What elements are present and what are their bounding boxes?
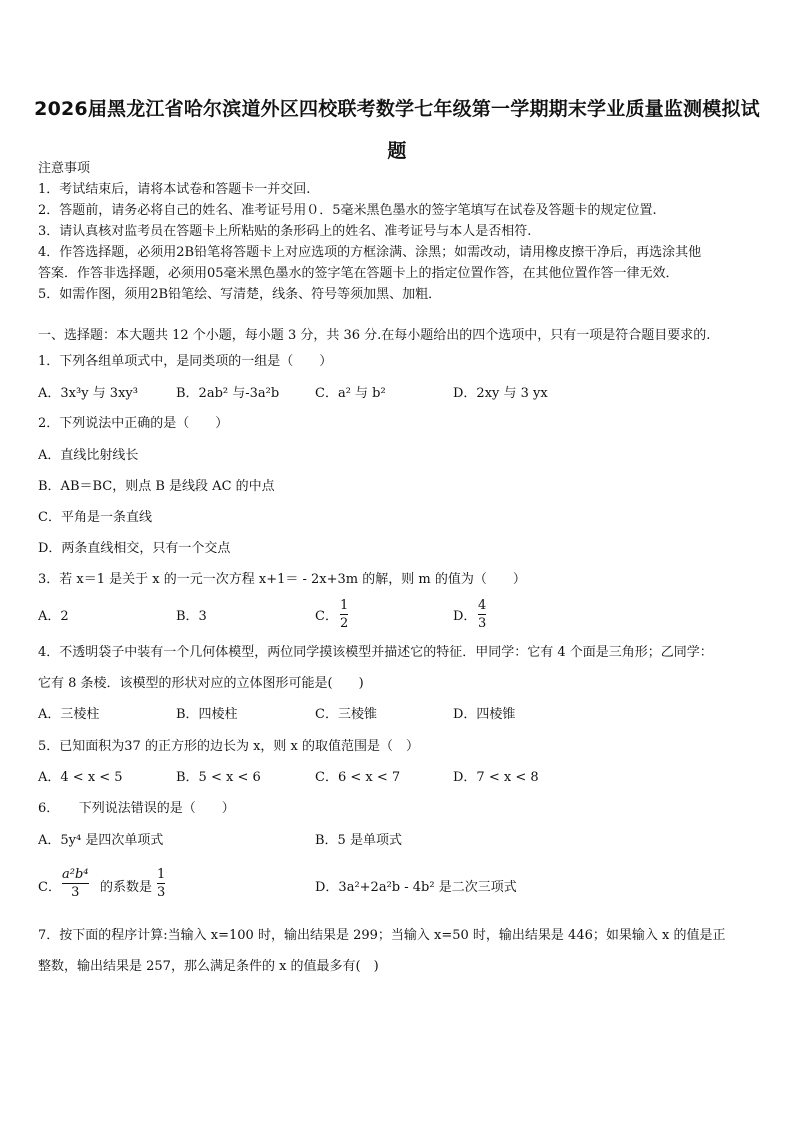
title-line-2: 题 — [387, 140, 407, 162]
question-3-option-b: B．3 — [176, 609, 207, 624]
fraction-numerator: a²b⁴ — [62, 867, 89, 882]
fraction-numerator: 4 — [478, 598, 487, 613]
question-6-option-c-text: 的系数是 — [100, 880, 153, 895]
notice-item: 答案．作答非选择题，必须用05毫米黑色墨水的签字笔在答题卡上的指定位置作答，在其他位置作答一律无效． — [38, 266, 679, 281]
notice-item: 3．请认真核对监考员在答题卡上所粘贴的条形码上的姓名、准考证号与本人是否相符. — [38, 224, 532, 239]
notice-item: 2．答题前，请务必将自己的姓名、准考证号用０．5毫米黑色墨水的签字笔填写在试卷及答题卡的规定位置. — [38, 203, 657, 218]
question-6-option-b: B．5 是单项式 — [315, 833, 402, 848]
notice-item: 4．作答选择题，必须用2B铅笔将答题卡上对应选项的方框涂满、涂黑；如需改动，请用橡皮擦干净后，再选涂其他 — [38, 245, 702, 260]
question-6-option-c-label: C． — [38, 880, 61, 895]
notice-item: 5．如需作图，须用2B铅笔绘、写清楚，线条、符号等须加黑、加粗． — [38, 287, 442, 302]
question-5-option-b: B．5 < x < 6 — [176, 770, 261, 785]
fraction-denominator: 2 — [340, 616, 349, 631]
fraction-denominator: 3 — [478, 616, 487, 631]
question-4-stem-line-2: 它有 8 条棱．该模型的形状对应的立体图形可能是( ) — [38, 676, 364, 691]
notice-item: 1．考试结束后，请将本试卷和答题卡一并交回. — [38, 182, 311, 197]
question-6-stem: 6． 下列说法错误的是（ ） — [38, 801, 235, 816]
question-2-option-d: D．两条直线相交，只有一个交点 — [38, 541, 231, 556]
question-3-option-c-label: C． — [315, 609, 338, 624]
fraction-denominator: 3 — [157, 885, 166, 900]
notice-heading: 注意事项 — [38, 161, 91, 176]
question-3-option-c-fraction — [340, 598, 348, 631]
question-7-stem-line-1: 7．按下面的程序计算:当输入 x=100 时，输出结果是 299；当输入 x=50 时，输出结果是 446；如果输入 x 的值是正 — [38, 928, 726, 943]
title-line-1: 2026届黑龙江省哈尔滨道外区四校联考数学七年级第一学期期末学业质量监测模拟试 — [34, 98, 760, 120]
question-4-option-a: A．三棱柱 — [38, 707, 100, 722]
question-4-option-d: D．四棱锥 — [453, 707, 516, 722]
question-3-option-d-label: D． — [453, 609, 477, 624]
page-title — [30, 88, 764, 172]
question-5-stem: 5．已知面积为37 的正方形的边长为 x，则 x 的取值范围是（ ） — [38, 739, 420, 754]
fraction-numerator: 1 — [157, 867, 166, 882]
question-4-option-b: B．四棱柱 — [176, 707, 238, 722]
question-5-option-a: A．4 < x < 5 — [38, 770, 123, 785]
question-1-option-c: C．a² 与 b² — [315, 386, 386, 401]
question-5-option-c: C．6 < x < 7 — [315, 770, 401, 785]
question-2-option-a: A．直线比射线长 — [38, 448, 139, 463]
fraction-numerator: 1 — [340, 598, 349, 613]
fraction-denominator: 3 — [71, 885, 80, 900]
question-1-stem: 1．下列各组单项式中，是同类项的一组是（ ） — [38, 354, 333, 369]
question-6-option-c-coefficient — [157, 867, 165, 900]
question-7-stem-line-2: 整数，输出结果是 257，那么满足条件的 x 的值最多有( ) — [38, 959, 379, 974]
section-heading: 一、选择题：本大题共 12 个小题，每小题 3 分，共 36 分.在每小题给出的四个选项中，只有一项是符合题目要求的. — [38, 328, 711, 343]
question-3-stem: 3．若 x＝1 是关于 x 的一元一次方程 x+1＝ - 2x+3m 的解，则 m 的值为（ ） — [38, 572, 526, 587]
question-5-option-d: D．7 < x < 8 — [453, 770, 539, 785]
question-1-option-d: D．2xy 与 3 yx — [453, 386, 548, 401]
question-6-option-a: A．5y⁴ 是四次单项式 — [38, 833, 164, 848]
question-1-option-b: B．2ab² 与-3a²b — [176, 386, 280, 401]
question-1-option-a: A．3x³y 与 3xy³ — [38, 386, 138, 401]
question-4-option-c: C．三棱锥 — [315, 707, 377, 722]
question-6-option-c-fraction — [62, 867, 89, 900]
question-2-option-b: B．AB＝BC，则点 B 是线段 AC 的中点 — [38, 479, 275, 494]
question-2-option-c: C．平角是一条直线 — [38, 510, 152, 525]
question-3-option-a: A．2 — [38, 609, 69, 624]
question-4-stem-line-1: 4．不透明袋子中装有一个几何体模型，两位同学摸该模型并描述它的特征．甲同学：它有 4 个面是三角形；乙同学： — [38, 645, 713, 660]
question-3-option-d-fraction — [478, 598, 486, 631]
question-6-option-d: D．3a²+2a²b - 4b² 是二次三项式 — [315, 880, 517, 895]
question-2-stem: 2．下列说法中正确的是（ ） — [38, 416, 229, 431]
